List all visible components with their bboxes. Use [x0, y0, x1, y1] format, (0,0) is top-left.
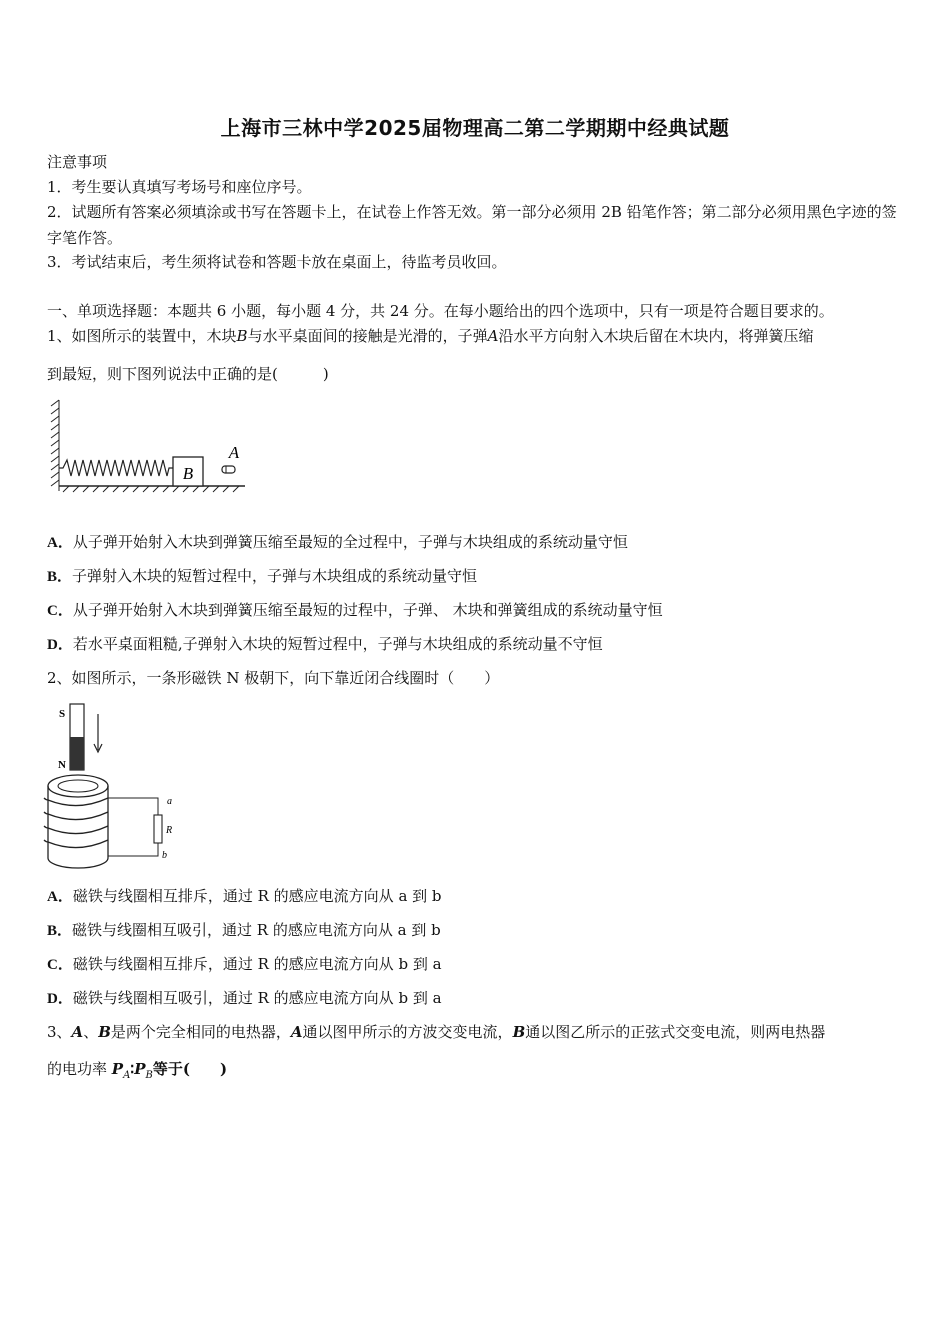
- bullet-a: [222, 466, 235, 473]
- q2-magnet-coil-figure: [40, 700, 190, 872]
- q1-option-a-text: 从子弹开始射入木块到弹簧压缩至最短的全过程中，子弹与木块组成的系统动量守恒: [72, 533, 628, 551]
- q3-part3: 通以图乙所示的正弦式交变电流，则两电热器: [525, 1023, 826, 1041]
- q1-option-c[interactable]: [47, 600, 907, 621]
- q3-pb-sub: B: [145, 1070, 153, 1081]
- q3-var-a: A: [71, 1023, 84, 1041]
- q1-option-a[interactable]: [47, 532, 907, 553]
- q3-pa: P: [111, 1060, 124, 1078]
- q1-option-b[interactable]: [47, 566, 907, 587]
- q3-num: 3、: [47, 1023, 72, 1041]
- q1-stem-line1: [47, 326, 907, 346]
- q2-option-b-text: 磁铁与线圈相互吸引，通过 R 的感应电流方向从 a 到 b: [72, 921, 441, 939]
- q1-stem-part3: 沿水平方向射入木块后留在木块内，将弹簧压缩: [498, 327, 814, 345]
- coil-windings: [44, 798, 108, 848]
- magnet-s-label: S: [58, 708, 66, 720]
- q2-option-d[interactable]: [47, 988, 907, 1009]
- q1-option-b-text: 子弹射入木块的短暂过程中，子弹与木块组成的系统动量守恒: [72, 567, 478, 585]
- q3-stem-line1: [47, 1022, 907, 1042]
- q1-option-c-text: 从子弹开始射入木块到弹簧压缩至最短的过程中，子弹、 木块和弹簧组成的系统动量守恒: [72, 601, 663, 619]
- q2-option-a-letter: A．: [47, 889, 73, 905]
- resistor-r-label: R: [166, 825, 173, 836]
- q3-sep: 、: [83, 1023, 99, 1041]
- q3-part2: 通以图甲所示的方波交变电流，: [302, 1023, 513, 1041]
- q1-stem-part1: 1、如图所示的装置中，木块: [47, 327, 237, 345]
- q1-option-d-text: 若水平桌面粗糙,子弹射入木块的短暂过程中，子弹与木块组成的系统动量不守恒: [72, 635, 603, 653]
- q1-option-d[interactable]: [47, 634, 907, 655]
- q2-option-c[interactable]: [47, 954, 907, 975]
- q3-colon: ∶: [130, 1060, 135, 1078]
- q3-pa-sub: A: [123, 1070, 131, 1081]
- q1-spring-block-figure: [45, 398, 250, 496]
- block-b-label: B: [182, 464, 194, 483]
- bullet-a-label: A: [228, 443, 240, 462]
- q1-var-b: B: [236, 327, 248, 345]
- q3-line2-pre: 的电功率: [47, 1060, 112, 1078]
- notice-item-2: 2．试题所有答案必须填涂或书写在答题卡上，在试卷上作答无效。第一部分必须用 2B 铅笔作答；第二部分必须用黑色字迹的签字笔作答。: [47, 203, 897, 247]
- resistor-r: [154, 815, 162, 843]
- section-heading: 一、单项选择题：本题共 6 小题，每小题 4 分，共 24 分。在每小题给出的四个选项中，只有一项是符合题目要求的。: [47, 302, 834, 320]
- spring: [59, 460, 173, 476]
- magnet-n-label: N: [58, 759, 66, 771]
- q2-option-c-text: 磁铁与线圈相互排斥，通过 R 的感应电流方向从 b 到 a: [72, 955, 442, 973]
- q3-var-a2: A: [290, 1023, 303, 1041]
- q1-option-c-letter: C．: [47, 603, 73, 619]
- page-title: 上海市三林中学2025届物理高二第二学期期中经典试题: [220, 116, 730, 140]
- q2-option-b-letter: B．: [47, 923, 73, 939]
- terminal-a-label: a: [167, 796, 172, 807]
- q3-pb: P: [134, 1060, 146, 1078]
- q1-option-b-letter: B．: [47, 569, 73, 585]
- q3-stem-line2: [47, 1059, 907, 1086]
- notice-item-3: 3．考试结束后，考生须将试卷和答题卡放在桌面上，待监考员收回。: [47, 253, 507, 271]
- q3-var-b: B: [98, 1023, 111, 1041]
- q3-line2-post: 等于( ): [152, 1060, 228, 1078]
- q2-option-d-letter: D．: [47, 991, 73, 1007]
- q2-option-b[interactable]: [47, 920, 907, 941]
- q1-stem-line2: 到最短，则下图列说法中正确的是( ): [47, 365, 329, 383]
- q1-stem-part2: 与水平桌面间的接触是光滑的，子弹: [247, 327, 488, 345]
- q3-var-b2: B: [512, 1023, 526, 1041]
- q2-option-d-text: 磁铁与线圈相互吸引，通过 R 的感应电流方向从 b 到 a: [72, 989, 442, 1007]
- q1-var-a: A: [487, 327, 499, 345]
- q3-part1: 是两个完全相同的电热器，: [110, 1023, 291, 1041]
- q2-option-c-letter: C．: [47, 957, 73, 973]
- q2-option-a[interactable]: [47, 886, 907, 907]
- q2-option-a-text: 磁铁与线圈相互排斥，通过 R 的感应电流方向从 a 到 b: [72, 887, 442, 905]
- notice-heading: 注意事项: [47, 153, 108, 171]
- notice-item-1: 1．考生要认真填写考场号和座位序号。: [47, 178, 312, 196]
- q1-option-d-letter: D．: [47, 637, 73, 653]
- terminal-b-label: b: [162, 850, 167, 861]
- q2-stem: 2、如图所示，一条形磁铁 N 极朝下，向下靠近闭合线圈时（ ）: [47, 669, 500, 687]
- q1-option-a-letter: A．: [47, 535, 73, 551]
